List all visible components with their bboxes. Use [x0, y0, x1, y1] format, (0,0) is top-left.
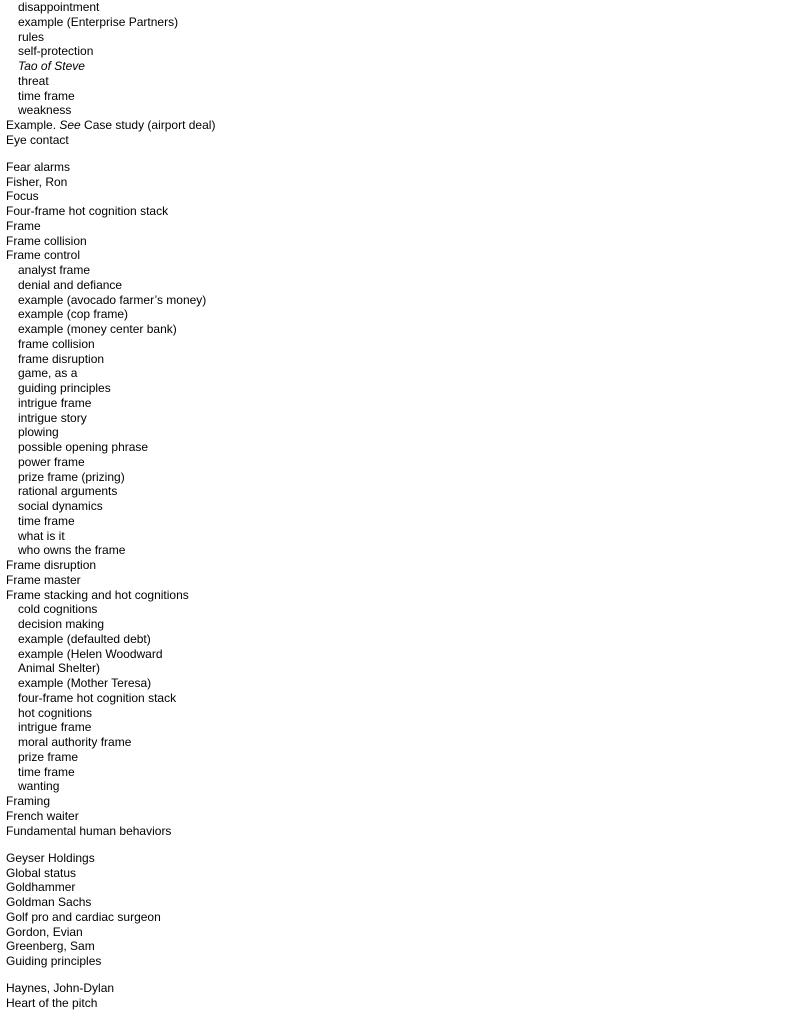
entry-text: Focus [6, 189, 39, 204]
index-subentry [6, 661, 706, 676]
index-subentry [6, 74, 706, 89]
entry-text: Frame disruption [6, 558, 97, 573]
entry-text: possible opening phrase [18, 440, 149, 455]
index-subentry [6, 484, 706, 499]
index-subentry [6, 103, 706, 118]
entry-text: rules [18, 29, 45, 44]
index-subentry [6, 59, 706, 74]
entry-text: Frame collision [6, 233, 87, 248]
index-entry [6, 925, 706, 940]
index-subentry [6, 278, 706, 293]
index-entry [6, 558, 706, 573]
entry-text: example (defaulted debt) [18, 631, 151, 646]
entry-text: disappointment [18, 0, 100, 14]
entry-text: Greenberg, Sam [6, 939, 95, 954]
index-entry [6, 996, 706, 1011]
index-subentry [6, 602, 706, 617]
index-subentry [6, 691, 706, 706]
index-subentry [6, 425, 706, 440]
index-entry [6, 895, 706, 910]
letter-group-gap [6, 148, 706, 160]
entry-text: cold cognitions [18, 602, 98, 617]
entry-text: French waiter [6, 808, 79, 823]
index-entry [6, 118, 706, 133]
entry-text: social dynamics [18, 499, 103, 514]
entry-text: wanting [18, 779, 60, 794]
index-subentry [6, 293, 706, 308]
index-entry [6, 189, 706, 204]
entry-text: who owns the frame [18, 543, 126, 558]
index-subentry [6, 720, 706, 735]
entry-text-part: Case study (airport deal) [80, 118, 216, 132]
index-entry [6, 588, 706, 603]
entry-text: Geyser Holdings [6, 850, 95, 865]
index-subentry [6, 396, 706, 411]
entry-text: Tao of Steve [18, 59, 85, 73]
entry-text: frame collision [18, 336, 95, 351]
entry-text: what is it [18, 528, 65, 543]
entry-text: Goldhammer [6, 880, 76, 895]
index-entry [6, 133, 706, 148]
entry-text: Golf pro and cardiac surgeon [6, 909, 161, 924]
index-entry [6, 851, 706, 866]
index-subentry [6, 514, 706, 529]
entry-text: Fundamental human behaviors [6, 823, 172, 838]
entry-text: game, as a [18, 366, 78, 381]
entry-text: example (avocado farmer’s money) [18, 292, 207, 307]
index-subentry [6, 337, 706, 352]
index-subentry [6, 617, 706, 632]
index-entry [6, 809, 706, 824]
entry-text: Fisher, Ron [6, 174, 68, 189]
index-letter-group [6, 851, 706, 969]
entry-text: power frame [18, 454, 85, 469]
index-subentry [6, 647, 706, 662]
index-subentry [6, 440, 706, 455]
entry-text: time frame [18, 513, 75, 528]
entry-text: Frame [6, 218, 41, 233]
entry-text: Haynes, John-Dylan [6, 981, 115, 996]
entry-text: decision making [18, 617, 105, 632]
index-subentry [6, 30, 706, 45]
index-entry [6, 939, 706, 954]
entry-text: Frame stacking and hot cognitions [6, 587, 189, 602]
index-subentry [6, 455, 706, 470]
index-subentry [6, 499, 706, 514]
index-subentry [6, 750, 706, 765]
index-subentry [6, 366, 706, 381]
entry-text: example (Helen Woodward [18, 646, 163, 661]
index-letter-group [6, 0, 706, 148]
index-subentry [6, 307, 706, 322]
index-letter-group [6, 160, 706, 839]
entry-text: Gordon, Evian [6, 924, 83, 939]
index-subentry [6, 543, 706, 558]
entry-text: guiding principles [18, 381, 111, 396]
entry-text: Guiding principles [6, 954, 102, 969]
entry-text: prize frame [18, 749, 79, 764]
entry-text: time frame [18, 88, 75, 103]
index-entry [6, 219, 706, 234]
entry-text: Frame master [6, 572, 81, 587]
entry-text: rational arguments [18, 484, 118, 499]
index-subentry [6, 89, 706, 104]
index-subentry [6, 470, 706, 485]
index-entry [6, 824, 706, 839]
letter-group-gap [6, 969, 706, 981]
index-entry [6, 234, 706, 249]
index-entry [6, 204, 706, 219]
entry-text: analyst frame [18, 263, 91, 278]
entry-text: Heart of the pitch [6, 995, 98, 1010]
entry-text: intrigue frame [18, 395, 92, 410]
entry-text: Global status [6, 865, 77, 880]
entry-text: Eye contact [6, 132, 69, 147]
index-subentry [6, 706, 706, 721]
index-subentry [6, 529, 706, 544]
index-subentry [6, 676, 706, 691]
index-subentry [6, 411, 706, 426]
index-subentry [6, 15, 706, 30]
entry-text: hot cognitions [18, 705, 93, 720]
index-entry [6, 954, 706, 969]
index-subentry [6, 632, 706, 647]
entry-text: Animal Shelter) [18, 661, 101, 676]
index-subentry [6, 322, 706, 337]
entry-text: Framing [6, 794, 51, 809]
letter-group-gap [6, 838, 706, 850]
entry-text: example (cop frame) [18, 307, 129, 322]
index-entry [6, 160, 706, 175]
entry-text: example (money center bank) [18, 322, 177, 337]
index-subentry [6, 735, 706, 750]
cross-reference-see: See [59, 118, 81, 132]
entry-text: four-frame hot cognition stack [18, 690, 177, 705]
entry-text: Fear alarms [6, 159, 71, 174]
entry-text: Frame control [6, 248, 81, 263]
index-page [6, 0, 706, 1011]
entry-text-part: Example. [6, 118, 60, 132]
entry-text: plowing [18, 425, 59, 440]
entry-text: frame disruption [18, 351, 105, 366]
entry-text: example (Mother Teresa) [18, 676, 152, 691]
index-entry [6, 175, 706, 190]
entry-text: intrigue frame [18, 720, 92, 735]
entry-text: prize frame (prizing) [18, 469, 125, 484]
entry-text: moral authority frame [18, 735, 132, 750]
index-subentry [6, 765, 706, 780]
index-subentry [6, 381, 706, 396]
index-subentry [6, 779, 706, 794]
index-entry [6, 981, 706, 996]
index-entry [6, 248, 706, 263]
index-letter-group [6, 981, 706, 1011]
entry-text: Goldman Sachs [6, 895, 92, 910]
entry-text: Four-frame hot cognition stack [6, 204, 169, 219]
entry-text: threat [18, 73, 49, 88]
index-subentry [6, 0, 706, 15]
index-entry [6, 910, 706, 925]
entry-text: denial and defiance [18, 277, 123, 292]
index-subentry [6, 44, 706, 59]
entry-text: self-protection [18, 44, 94, 59]
index-entry [6, 866, 706, 881]
entry-text: intrigue story [18, 410, 87, 425]
entry-text: weakness [18, 103, 72, 118]
index-entry [6, 794, 706, 809]
index-entry [6, 880, 706, 895]
index-subentry [6, 352, 706, 367]
entry-text: time frame [18, 764, 75, 779]
entry-text: example (Enterprise Partners) [18, 14, 179, 29]
index-entry [6, 573, 706, 588]
index-subentry [6, 263, 706, 278]
